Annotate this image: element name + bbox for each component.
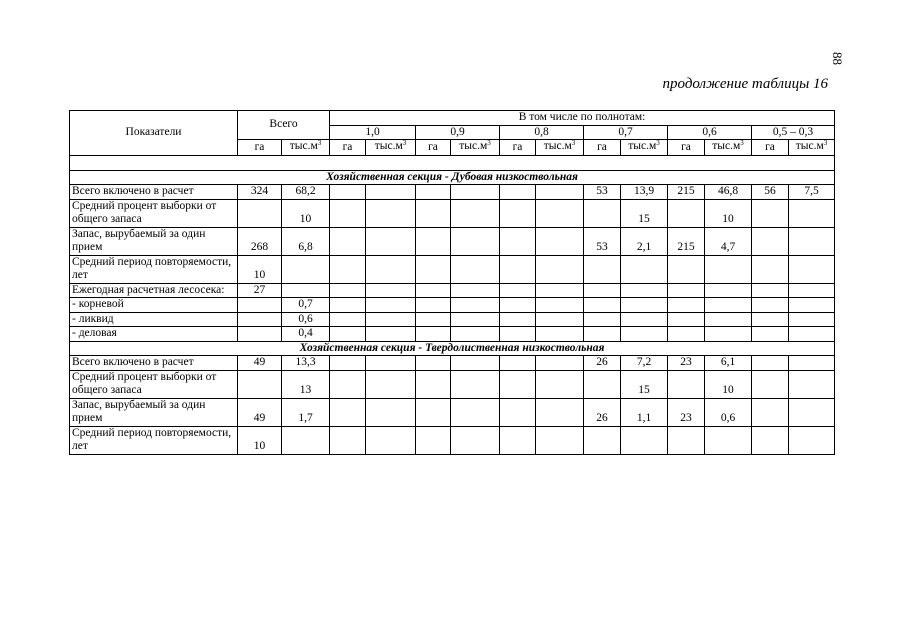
table-cell bbox=[238, 298, 282, 313]
table-cell bbox=[584, 370, 621, 398]
table-cell bbox=[752, 426, 789, 454]
table-cell bbox=[536, 255, 584, 283]
table-cell bbox=[536, 298, 584, 313]
unit-ha-header: га bbox=[668, 140, 705, 156]
row-label: Средний процент выборки от общего запаса bbox=[70, 370, 238, 398]
table-cell bbox=[584, 426, 621, 454]
unit-volume-exponent: 3 bbox=[823, 139, 828, 147]
including-header: В том числе по полнотам: bbox=[330, 111, 835, 126]
table-row bbox=[70, 312, 835, 327]
table-cell bbox=[536, 398, 584, 426]
table-cell: 215 bbox=[668, 227, 705, 255]
table-cell: 13 bbox=[282, 370, 330, 398]
table-cell bbox=[366, 283, 416, 298]
table-cell: 49 bbox=[238, 398, 282, 426]
table-cell bbox=[668, 312, 705, 327]
table-cell: 15 bbox=[621, 370, 668, 398]
unit-ha-header: га bbox=[416, 140, 451, 156]
table-cell bbox=[500, 370, 536, 398]
table-cell: 0,7 bbox=[282, 298, 330, 313]
row-label: Средний период повторяемости, лет bbox=[70, 426, 238, 454]
table-cell bbox=[500, 255, 536, 283]
table-cell bbox=[705, 426, 752, 454]
table-cell bbox=[536, 185, 584, 200]
section-title: Хозяйственная секция - Твердолиственная низкоствольная bbox=[70, 341, 835, 356]
table-cell bbox=[451, 283, 500, 298]
table-cell: 324 bbox=[238, 185, 282, 200]
section-row bbox=[70, 170, 835, 185]
table-cell bbox=[500, 185, 536, 200]
table-cell: 10 bbox=[238, 426, 282, 454]
table-cell bbox=[451, 370, 500, 398]
table-cell bbox=[500, 327, 536, 342]
total-header: Всего bbox=[238, 111, 330, 140]
page-number: 88 bbox=[830, 52, 845, 65]
density-header: 0,5 – 0,3 bbox=[752, 125, 835, 140]
table-cell bbox=[584, 298, 621, 313]
row-label: Всего включено в расчет bbox=[70, 356, 238, 371]
table-cell bbox=[752, 327, 789, 342]
table-cell bbox=[451, 356, 500, 371]
table-cell: 1,7 bbox=[282, 398, 330, 426]
table-cell bbox=[705, 298, 752, 313]
table-cell bbox=[752, 370, 789, 398]
table-cell: 0,6 bbox=[282, 312, 330, 327]
row-label: Запас, вырубаемый за один прием bbox=[70, 227, 238, 255]
table-cell bbox=[789, 283, 835, 298]
section-title: Хозяйственная секция - Дубовая низкоствольная bbox=[70, 170, 835, 185]
table-cell bbox=[705, 283, 752, 298]
table-cell bbox=[500, 312, 536, 327]
table-cell bbox=[668, 255, 705, 283]
table-cell bbox=[500, 199, 536, 227]
table-cell bbox=[366, 255, 416, 283]
table-cell bbox=[416, 185, 451, 200]
table-cell: 2,1 bbox=[621, 227, 668, 255]
table-cell: 6,8 bbox=[282, 227, 330, 255]
table-cell bbox=[500, 426, 536, 454]
table-cell bbox=[330, 255, 366, 283]
unit-volume-header bbox=[282, 140, 330, 156]
table-cell bbox=[416, 327, 451, 342]
table-cell bbox=[752, 227, 789, 255]
table-cell bbox=[330, 370, 366, 398]
table-cell bbox=[789, 298, 835, 313]
table-cell bbox=[366, 327, 416, 342]
table-cell: 53 bbox=[584, 227, 621, 255]
table-cell bbox=[451, 185, 500, 200]
density-header: 0,9 bbox=[416, 125, 500, 140]
table-cell bbox=[752, 298, 789, 313]
unit-volume-header bbox=[789, 140, 835, 156]
unit-volume-label: тыс.м bbox=[712, 140, 741, 152]
density-header: 0,7 bbox=[584, 125, 668, 140]
table-cell bbox=[621, 312, 668, 327]
table-cell bbox=[366, 398, 416, 426]
table-cell bbox=[789, 199, 835, 227]
table-cell bbox=[366, 227, 416, 255]
unit-volume-label: тыс.м bbox=[628, 140, 657, 152]
table-cell: 26 bbox=[584, 356, 621, 371]
unit-volume-header bbox=[536, 140, 584, 156]
row-label: - ликвид bbox=[70, 312, 238, 327]
table-cell: 49 bbox=[238, 356, 282, 371]
table-cell: 26 bbox=[584, 398, 621, 426]
table-cell: 10 bbox=[705, 370, 752, 398]
table-row bbox=[70, 327, 835, 342]
table-cell bbox=[752, 398, 789, 426]
table-cell bbox=[500, 356, 536, 371]
table-row bbox=[70, 283, 835, 298]
unit-volume-header bbox=[451, 140, 500, 156]
row-label: - корневой bbox=[70, 298, 238, 313]
table-cell bbox=[668, 283, 705, 298]
unit-volume-exponent: 3 bbox=[317, 139, 322, 147]
table-cell bbox=[330, 327, 366, 342]
table-cell bbox=[416, 227, 451, 255]
table-cell bbox=[282, 426, 330, 454]
unit-volume-header bbox=[366, 140, 416, 156]
unit-volume-header bbox=[705, 140, 752, 156]
table-cell bbox=[789, 327, 835, 342]
table-cell bbox=[584, 255, 621, 283]
table-cell bbox=[536, 327, 584, 342]
header-row-1 bbox=[70, 111, 835, 126]
indicators-header: Показатели bbox=[70, 111, 238, 156]
table-cell bbox=[451, 255, 500, 283]
table-cell bbox=[789, 356, 835, 371]
unit-ha-header: га bbox=[584, 140, 621, 156]
spacer-row bbox=[70, 155, 835, 170]
table-row bbox=[70, 227, 835, 255]
table-cell bbox=[330, 227, 366, 255]
table-cell bbox=[668, 426, 705, 454]
row-label: Всего включено в расчет bbox=[70, 185, 238, 200]
forest-data-table bbox=[69, 110, 835, 455]
row-label: Запас, вырубаемый за один прием bbox=[70, 398, 238, 426]
table-cell bbox=[500, 398, 536, 426]
unit-ha-header: га bbox=[500, 140, 536, 156]
table-cell: 46,8 bbox=[705, 185, 752, 200]
table-cell bbox=[536, 356, 584, 371]
table-cell bbox=[451, 398, 500, 426]
table-cell bbox=[789, 255, 835, 283]
table-cell: 7,2 bbox=[621, 356, 668, 371]
table-cell bbox=[238, 327, 282, 342]
table-cell bbox=[238, 199, 282, 227]
table-cell bbox=[536, 283, 584, 298]
table-cell bbox=[416, 356, 451, 371]
table-body bbox=[70, 170, 835, 454]
table-cell bbox=[752, 356, 789, 371]
table-cell bbox=[705, 327, 752, 342]
table-cell bbox=[668, 298, 705, 313]
table-cell bbox=[668, 370, 705, 398]
table-row bbox=[70, 370, 835, 398]
table-cell bbox=[282, 255, 330, 283]
density-header: 0,6 bbox=[668, 125, 752, 140]
table-cell bbox=[366, 356, 416, 371]
row-label: Ежегодная расчетная лесосека: bbox=[70, 283, 238, 298]
table-cell bbox=[621, 327, 668, 342]
table-cell bbox=[416, 426, 451, 454]
table-cell bbox=[366, 426, 416, 454]
table-cell bbox=[366, 370, 416, 398]
table-cell: 7,5 bbox=[789, 185, 835, 200]
table-cell bbox=[621, 255, 668, 283]
table-cell: 56 bbox=[752, 185, 789, 200]
table-cell: 215 bbox=[668, 185, 705, 200]
table-cell bbox=[416, 255, 451, 283]
table-row bbox=[70, 298, 835, 313]
table-cell bbox=[668, 199, 705, 227]
table-caption: продолжение таблицы 16 bbox=[662, 76, 828, 92]
table-cell bbox=[282, 283, 330, 298]
table-cell: 15 bbox=[621, 199, 668, 227]
table-cell bbox=[536, 199, 584, 227]
unit-ha-header: га bbox=[752, 140, 789, 156]
table-cell bbox=[584, 312, 621, 327]
table-cell bbox=[330, 312, 366, 327]
table-cell bbox=[330, 298, 366, 313]
table-cell bbox=[366, 312, 416, 327]
table-cell: 68,2 bbox=[282, 185, 330, 200]
table-cell bbox=[366, 185, 416, 200]
table-cell bbox=[330, 398, 366, 426]
unit-volume-exponent: 3 bbox=[571, 139, 576, 147]
density-header: 0,8 bbox=[500, 125, 584, 140]
table-cell bbox=[752, 255, 789, 283]
table-cell bbox=[536, 227, 584, 255]
table-cell: 10 bbox=[238, 255, 282, 283]
table-cell bbox=[416, 312, 451, 327]
table-cell bbox=[621, 426, 668, 454]
unit-volume-label: тыс.м bbox=[374, 140, 403, 152]
table-cell bbox=[366, 298, 416, 313]
unit-volume-label: тыс.м bbox=[289, 140, 318, 152]
unit-ha-header: га bbox=[238, 140, 282, 156]
row-label: Средний процент выборки от общего запаса bbox=[70, 199, 238, 227]
table-cell: 1,1 bbox=[621, 398, 668, 426]
table-cell: 4,7 bbox=[705, 227, 752, 255]
table-cell bbox=[330, 426, 366, 454]
table-cell: 23 bbox=[668, 398, 705, 426]
table-cell bbox=[789, 426, 835, 454]
table-cell bbox=[536, 426, 584, 454]
table-cell bbox=[789, 370, 835, 398]
table-cell: 10 bbox=[282, 199, 330, 227]
table-cell bbox=[500, 227, 536, 255]
table-cell: 6,1 bbox=[705, 356, 752, 371]
table-row bbox=[70, 199, 835, 227]
table-cell bbox=[451, 327, 500, 342]
table-cell: 0,4 bbox=[282, 327, 330, 342]
table-cell bbox=[330, 283, 366, 298]
unit-volume-label: тыс.м bbox=[795, 140, 824, 152]
table-cell bbox=[451, 298, 500, 313]
table-cell bbox=[500, 298, 536, 313]
table-cell bbox=[330, 356, 366, 371]
table-cell bbox=[752, 312, 789, 327]
unit-volume-header bbox=[621, 140, 668, 156]
table-cell bbox=[451, 227, 500, 255]
table-cell: 0,6 bbox=[705, 398, 752, 426]
table-row bbox=[70, 356, 835, 371]
unit-ha-header: га bbox=[330, 140, 366, 156]
table-cell bbox=[584, 283, 621, 298]
table-row bbox=[70, 398, 835, 426]
unit-volume-exponent: 3 bbox=[402, 139, 407, 147]
table-cell bbox=[536, 370, 584, 398]
table-cell bbox=[416, 199, 451, 227]
unit-volume-label: тыс.м bbox=[543, 140, 572, 152]
table-cell bbox=[789, 398, 835, 426]
section-row bbox=[70, 341, 835, 356]
table-cell bbox=[536, 312, 584, 327]
table-cell bbox=[500, 283, 536, 298]
table-cell bbox=[416, 370, 451, 398]
table-cell bbox=[621, 283, 668, 298]
unit-volume-exponent: 3 bbox=[656, 139, 660, 147]
table-cell bbox=[416, 398, 451, 426]
unit-volume-exponent: 3 bbox=[740, 139, 744, 147]
table-cell bbox=[330, 185, 366, 200]
table-cell bbox=[668, 327, 705, 342]
table-cell: 53 bbox=[584, 185, 621, 200]
table-cell bbox=[330, 199, 366, 227]
table-cell bbox=[451, 426, 500, 454]
density-header: 1,0 bbox=[330, 125, 416, 140]
table-cell: 23 bbox=[668, 356, 705, 371]
table-cell: 27 bbox=[238, 283, 282, 298]
table-cell bbox=[238, 370, 282, 398]
table-cell bbox=[451, 312, 500, 327]
table-cell bbox=[621, 298, 668, 313]
table-cell bbox=[789, 227, 835, 255]
table-cell bbox=[705, 255, 752, 283]
table-row bbox=[70, 426, 835, 454]
table-cell: 13,9 bbox=[621, 185, 668, 200]
table-cell: 268 bbox=[238, 227, 282, 255]
table-cell bbox=[416, 283, 451, 298]
table-cell bbox=[451, 199, 500, 227]
table-row bbox=[70, 255, 835, 283]
row-label: Средний период повторяемости, лет bbox=[70, 255, 238, 283]
table-cell bbox=[789, 312, 835, 327]
table-cell bbox=[752, 199, 789, 227]
table-cell bbox=[238, 312, 282, 327]
table-cell bbox=[705, 312, 752, 327]
table-cell bbox=[366, 199, 416, 227]
unit-volume-label: тыс.м bbox=[459, 140, 488, 152]
table-cell: 13,3 bbox=[282, 356, 330, 371]
table-cell: 10 bbox=[705, 199, 752, 227]
unit-volume-exponent: 3 bbox=[487, 139, 491, 147]
table-row bbox=[70, 185, 835, 200]
row-label: - деловая bbox=[70, 327, 238, 342]
table-cell bbox=[752, 283, 789, 298]
table-cell bbox=[416, 298, 451, 313]
table-cell bbox=[584, 199, 621, 227]
table-cell bbox=[584, 327, 621, 342]
